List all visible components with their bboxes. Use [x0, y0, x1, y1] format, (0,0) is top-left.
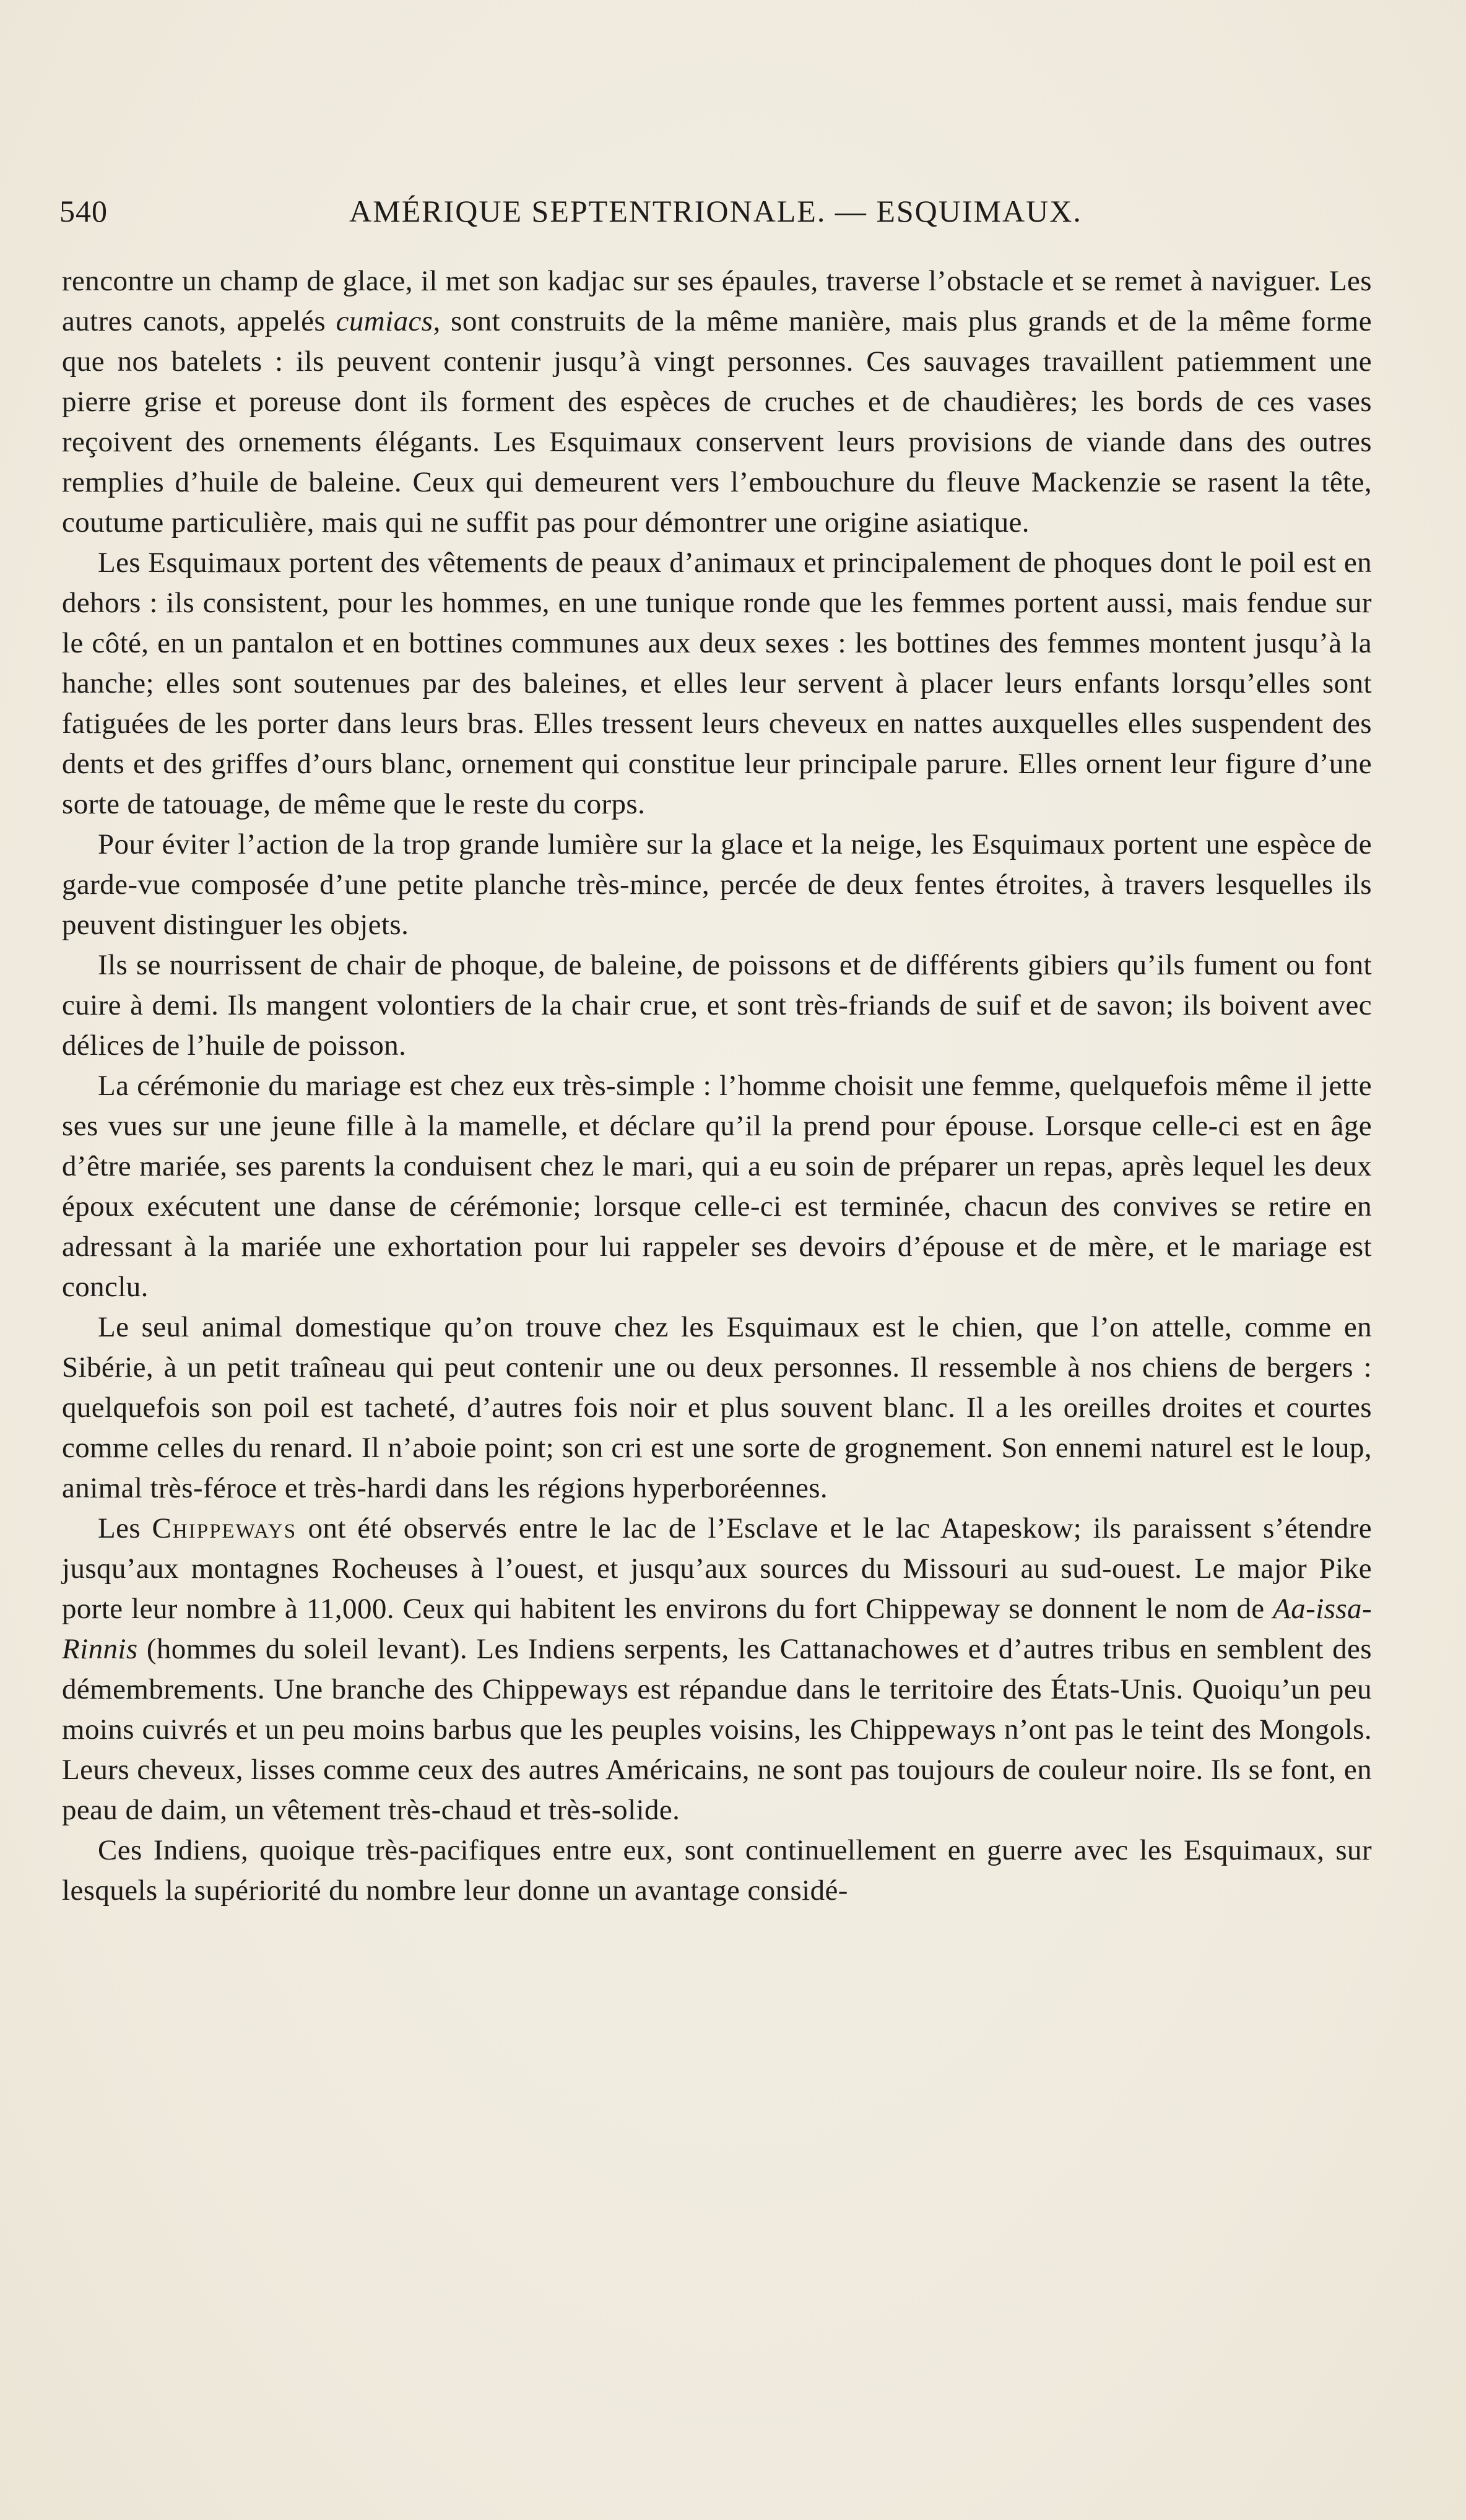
italic-term-aa-issa-rinnis: Aa-issa-Rinnis	[62, 1593, 1372, 1665]
paragraph-6: Le seul animal domestique qu’on trouve chez les Esquimaux est le chien, que l’on attelle, comme en Sibérie, à un petit traîneau qui peut contenir une ou deux personnes. Il ressemble à nos chiens de bergers : quelquefois son poil est tacheté, d’autres fois noir et plus souvent blanc. Il a les oreilles droites et courtes comme celles du renard. Il n’aboie point; son cri est une sorte de grognement. Son ennemi naturel est le loup, animal très-féroce et très-hardi dans les régions hyperboréennes.	[62, 1311, 1372, 1504]
paragraph-3: Pour éviter l’action de la trop grande lumière sur la glace et la neige, les Esquimaux portent une espèce de garde-vue composée d’une petite planche très-mince, percée de deux fentes étroites, à travers lesquelles ils peuvent distinguer les objets.	[62, 828, 1372, 941]
paragraph-2: Les Esquimaux portent des vêtements de peaux d’animaux et principalement de phoques dont le poil est en dehors : ils consistent, pour les hommes, en une tunique ronde que les femmes portent aussi, mais fendue sur le côté, en un pantalon et en bottines communes aux deux sexes : les bottines des femmes montent jusqu’à la hanche; elles sont soutenues par des baleines, et elles leur servent à placer leurs enfants lorsqu’elles sont fatiguées de les porter dans leurs bras. Elles tressent leurs cheveux en nattes auxquelles elles suspendent des dents et des griffes d’ours blanc, ornement qui constitue leur principale parure. Elles ornent leur figure d’une sorte de tatouage, de même que le reste du corps.	[62, 547, 1372, 820]
paragraph-1-text: rencontre un champ de glace, il met son kadjac sur ses épaules, traverse l’obstacle et se remet à naviguer. Les autres canots, appelés	[62, 265, 1372, 337]
italic-term-cumiacs: cumiacs,	[336, 305, 441, 337]
paragraph-7-lead: Les	[98, 1512, 152, 1544]
paragraph-7	[62, 1509, 1372, 1830]
running-title: AMÉRIQUE SEPTENTRIONALE. — ESQUIMAUX.	[349, 194, 1082, 228]
page-number: 540	[59, 194, 108, 228]
running-head	[59, 193, 1372, 230]
paragraph-5: La cérémonie du mariage est chez eux très-simple : l’homme choisit une femme, quelquefois même il jette ses vues sur une jeune fille à la mamelle, et déclare qu’il la prend pour épouse. Lorsque celle-ci est en âge d’être mariée, ses parents la conduisent chez le mari, qui a eu soin de préparer un repas, après lequel les deux époux exécutent une danse de cérémonie; lorsque celle-ci est terminée, chacun des convives se retire en adressant à la mariée une exhortation pour lui rappeler ses devoirs d’épouse et de mère, et le mariage est conclu.	[62, 1070, 1372, 1303]
paragraph-8: Ces Indiens, quoique très-pacifiques entre eux, sont continuellement en guerre avec les Esquimaux, sur lesquels la supériorité du nombre leur donne un avantage considé-	[62, 1834, 1372, 1907]
paragraph-7-text: ont été observés entre le lac de l’Esclave et le lac Atapeskow; ils paraissent s’étendre jusqu’aux montagnes Rocheuses à l’ouest, et jusqu’aux sources du Missouri au sud-ouest. Le major Pike porte leur nombre à 11,000. Ceux qui habitent les environs du fort Chippeway se donnent le nom de	[62, 1512, 1373, 1625]
body-text	[62, 261, 1372, 1911]
smallcaps-term-chippeways: Chippeways	[152, 1512, 297, 1544]
paragraph-4: Ils se nourrissent de chair de phoque, de baleine, de poissons et de différents gibiers qu’ils fument ou font cuire à demi. Ils mangent volontiers de la chair crue, et sont très-friands de suif et de savon; ils boivent avec délices de l’huile de poisson.	[62, 949, 1372, 1062]
paragraph-1	[62, 261, 1372, 543]
paragraph-7-text-cont: (hommes du soleil levant). Les Indiens serpents, les Cattanachowes et d’autres tribus en semblent des démembrements. Une branche des Chippeways est répandue dans le territoire des États-Unis. Quoiqu’un peu moins cuivrés et un peu moins barbus que les peuples voisins, les Chippeways n’ont pas le teint des Mongols. Leurs cheveux, lisses comme ceux des autres Américains, ne sont pas toujours de couleur noire. Ils se font, en peau de daim, un vêtement très-chaud et très-solide.	[62, 1633, 1372, 1826]
paragraph-1-text-cont: sont construits de la même manière, mais plus grands et de la même forme que nos batelets : ils peuvent contenir jusqu’à vingt personnes. Ces sauvages travaillent patiemment une pierre grise et poreuse dont ils forment des espèces de cruches et de chaudières; les bords de ces vases reçoivent des ornements élégants. Les Esquimaux conservent leurs provisions de viande dans des outres remplies d’huile de baleine. Ceux qui demeurent vers l’embouchure du fleuve Mackenzie se rasent la tête, coutume particulière, mais qui ne suffit pas pour démontrer une origine asiatique.	[62, 305, 1372, 539]
